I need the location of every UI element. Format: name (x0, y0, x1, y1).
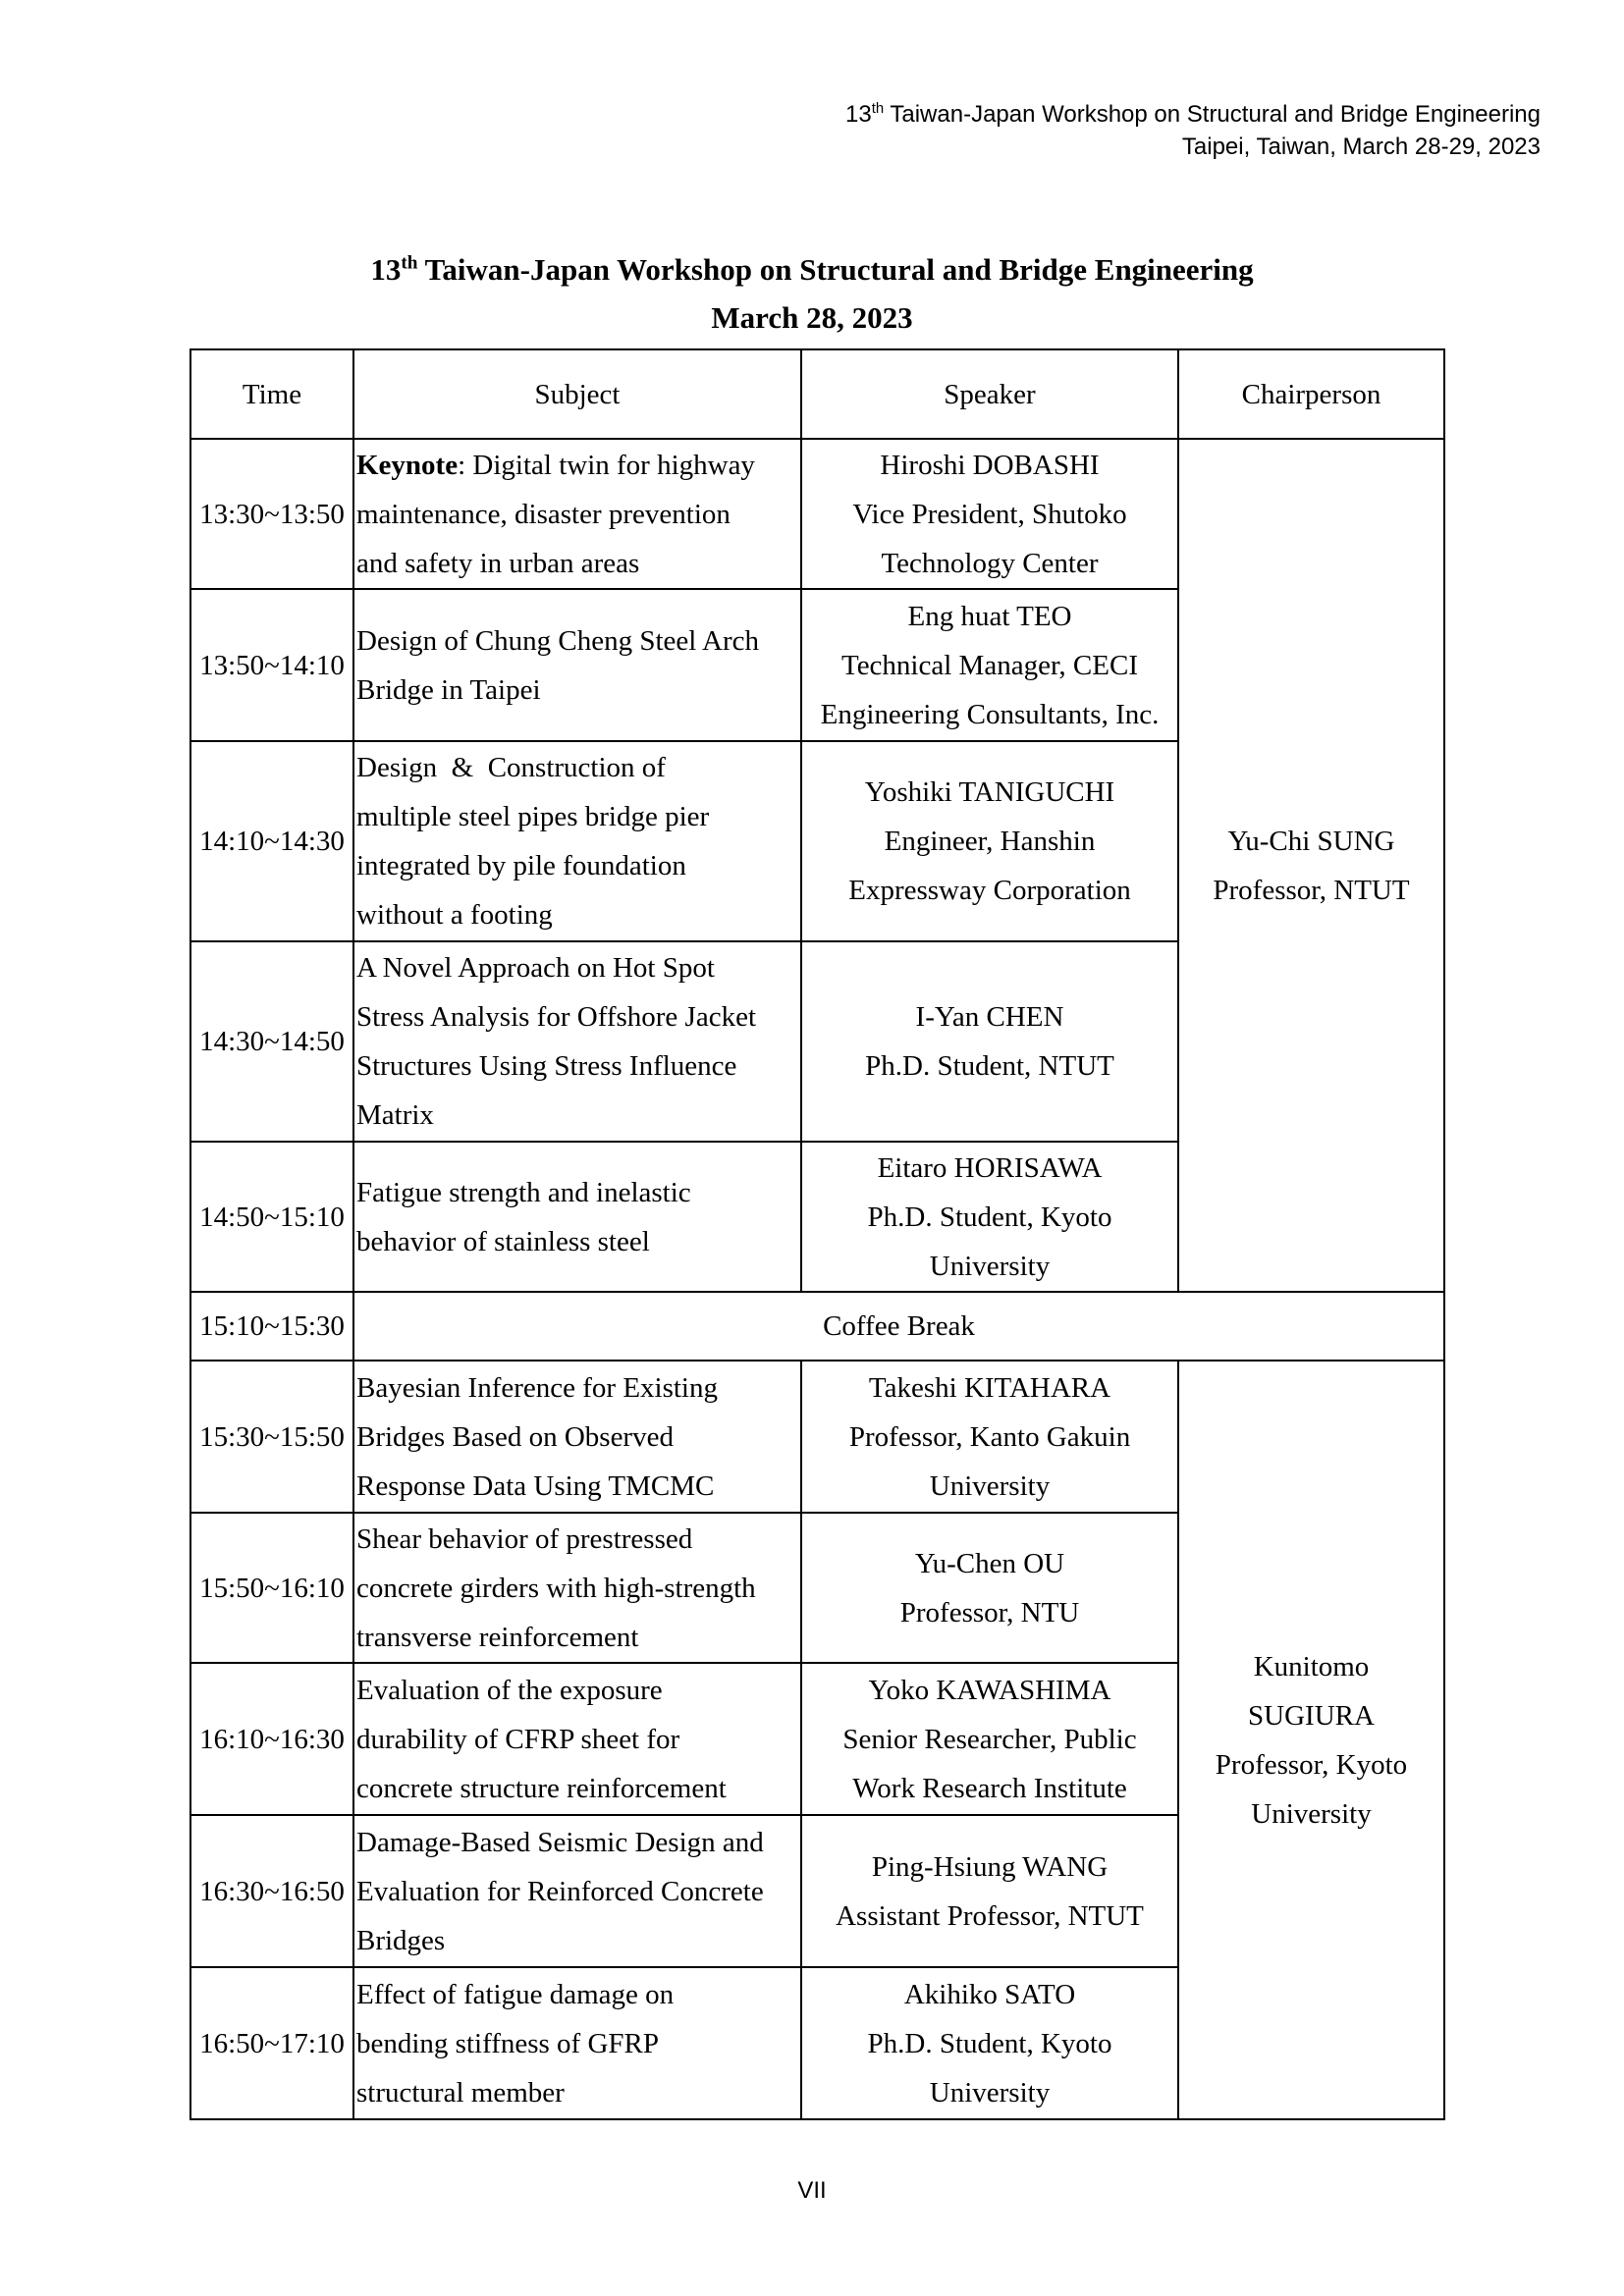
subject-line: without a footing (356, 899, 553, 931)
running-header (845, 98, 1541, 163)
time-cell: 16:50~17:10 (190, 1967, 353, 2119)
subject-line: Design & Construction of (356, 752, 666, 783)
header-line-2: Taipei, Taiwan, March 28-29, 2023 (1181, 133, 1541, 160)
subject-line: structural member (356, 2076, 565, 2109)
document-title (0, 245, 1624, 342)
header-edition-number: 13 (845, 101, 872, 128)
speaker-cell (801, 1967, 1178, 2119)
subject-line: concrete girders with high-strength (356, 1572, 756, 1604)
speaker-affiliation: Engineer, Hanshin (884, 826, 1096, 857)
subject-cell (353, 1815, 801, 1967)
speaker-cell (801, 1663, 1178, 1815)
speaker-cell (801, 741, 1178, 941)
keynote-label: Keynote (356, 449, 459, 481)
subject-line: durability of CFRP sheet for (356, 1723, 680, 1755)
subject-text: : Digital twin for highway (458, 449, 755, 481)
subject-line: concrete structure reinforcement (356, 1772, 727, 1804)
speaker-name: Akihiko SATO (903, 1978, 1076, 2010)
speaker-name: Eng huat TEO (907, 600, 1072, 632)
subject-line: Matrix (356, 1099, 434, 1131)
subject-line: Response Data Using TMCMC (356, 1469, 715, 1502)
time-cell: 13:30~13:50 (190, 439, 353, 589)
subject-line: Bridges (356, 1924, 446, 1956)
speaker-affiliation: University (929, 1469, 1051, 1502)
speaker-affiliation: Technology Center (881, 547, 1099, 579)
title-edition-number: 13 (370, 252, 402, 287)
time-cell: 13:50~14:10 (190, 589, 353, 741)
speaker-name: Hiroshi DOBASHI (880, 449, 1100, 481)
speaker-affiliation: Ph.D. Student, Kyoto (867, 2027, 1112, 2059)
subject-line: bending stiffness of GFRP (356, 2027, 660, 2059)
speaker-affiliation: Senior Researcher, Public (842, 1723, 1137, 1755)
subject-line (356, 441, 798, 490)
speaker-affiliation: University (929, 2076, 1051, 2109)
subject-line: integrated by pile foundation (356, 850, 686, 881)
header-chairperson: Chairperson (1178, 349, 1444, 439)
subject-cell (353, 1513, 801, 1663)
header-time: Time (190, 349, 353, 439)
speaker-cell (801, 1361, 1178, 1513)
subject-line: Effect of fatigue damage on (356, 1978, 675, 2010)
speaker-affiliation: Expressway Corporation (848, 875, 1131, 906)
speaker-affiliation: Ph.D. Student, Kyoto (867, 1201, 1112, 1233)
chairperson-affiliation: Professor, Kyoto (1215, 1748, 1408, 1781)
page-number: VII (797, 2177, 827, 2204)
speaker-affiliation: Assistant Professor, NTUT (836, 1899, 1144, 1932)
table-row (190, 439, 1444, 589)
title-date: March 28, 2023 (711, 300, 913, 335)
title-line (0, 245, 1624, 294)
speaker-affiliation: Ph.D. Student, NTUT (865, 1050, 1114, 1082)
chairperson-name: Kunitomo (1253, 1650, 1370, 1682)
subject-line: multiple steel pipes bridge pier (356, 801, 710, 832)
break-row (190, 1292, 1444, 1361)
subject-line: behavior of stainless steel (356, 1225, 650, 1257)
title-workshop-name: Taiwan-Japan Workshop on Structural and Bridge Engineering (417, 252, 1254, 287)
subject-line: Structures Using Stress Influence (356, 1050, 737, 1082)
subject-cell (353, 1663, 801, 1815)
subject-line: Bridges Based on Observed (356, 1420, 674, 1453)
speaker-name: Yoshiki TANIGUCHI (864, 776, 1115, 808)
subject-line: Bridge in Taipei (356, 673, 541, 706)
header-subject: Subject (353, 349, 801, 439)
speaker-name: Ping-Hsiung WANG (871, 1850, 1109, 1883)
table-header-row (190, 349, 1444, 439)
header-line-1 (845, 98, 1541, 131)
speaker-affiliation: Engineering Consultants, Inc. (820, 698, 1160, 730)
subject-line: and safety in urban areas (356, 547, 640, 579)
speaker-affiliation: Professor, NTU (899, 1596, 1080, 1629)
subject-line: Fatigue strength and inelastic (356, 1176, 691, 1208)
subject-line: Shear behavior of prestressed (356, 1522, 693, 1555)
speaker-cell (801, 1142, 1178, 1292)
title-edition-suffix: th (401, 252, 418, 274)
speaker-cell (801, 1513, 1178, 1663)
speaker-cell (801, 941, 1178, 1142)
chairperson-name: SUGIURA (1248, 1699, 1375, 1732)
speaker-affiliation: Professor, Kanto Gakuin (848, 1420, 1131, 1453)
speaker-affiliation: University (929, 1250, 1051, 1282)
time-cell: 15:30~15:50 (190, 1361, 353, 1513)
chairperson-name: Yu-Chi SUNG (1227, 825, 1395, 857)
speaker-name: Yoko KAWASHIMA (868, 1674, 1111, 1706)
table-row (190, 1361, 1444, 1513)
subject-line: Evaluation for Reinforced Concrete (356, 1875, 764, 1907)
time-cell: 16:10~16:30 (190, 1663, 353, 1815)
speaker-name: Yu-Chen OU (914, 1547, 1065, 1579)
header-workshop-name: Taiwan-Japan Workshop on Structural and Bridge Engineering (884, 101, 1541, 128)
speaker-cell (801, 1815, 1178, 1967)
time-cell: 14:10~14:30 (190, 741, 353, 941)
subject-line: Damage-Based Seismic Design and (356, 1826, 764, 1858)
speaker-affiliation: Vice President, Shutoko (852, 498, 1127, 530)
subject-cell (353, 1361, 801, 1513)
subject-line: Evaluation of the exposure (356, 1674, 663, 1706)
speaker-name: Eitaro HORISAWA (877, 1151, 1103, 1184)
subject-cell (353, 941, 801, 1142)
header-edition-suffix: th (871, 101, 885, 117)
speaker-affiliation: Technical Manager, CECI (841, 649, 1138, 681)
time-cell: 16:30~16:50 (190, 1815, 353, 1967)
subject-line: maintenance, disaster prevention (356, 498, 731, 530)
header-speaker: Speaker (801, 349, 1178, 439)
subject-line: A Novel Approach on Hot Spot (356, 952, 715, 984)
time-cell: 14:50~15:10 (190, 1142, 353, 1292)
subject-cell (353, 589, 801, 741)
speaker-cell (801, 589, 1178, 741)
subject-cell (353, 439, 801, 589)
time-cell: 14:30~14:50 (190, 941, 353, 1142)
speaker-name: I-Yan CHEN (915, 1001, 1064, 1033)
chairperson-cell (1178, 439, 1444, 1292)
subject-line: Design of Chung Cheng Steel Arch (356, 624, 759, 657)
chairperson-affiliation: University (1251, 1797, 1372, 1830)
subject-line: transverse reinforcement (356, 1621, 639, 1653)
schedule-table (189, 348, 1445, 2120)
subject-line: Bayesian Inference for Existing (356, 1371, 718, 1404)
speaker-name: Takeshi KITAHARA (868, 1371, 1111, 1404)
subject-cell (353, 1967, 801, 2119)
speaker-affiliation: Work Research Institute (852, 1772, 1127, 1804)
time-cell: 15:50~16:10 (190, 1513, 353, 1663)
break-label-cell: Coffee Break (353, 1292, 1444, 1361)
break-time-cell: 15:10~15:30 (190, 1292, 353, 1361)
chairperson-cell (1178, 1361, 1444, 2119)
subject-line: Stress Analysis for Offshore Jacket (356, 1001, 757, 1033)
speaker-cell (801, 439, 1178, 589)
subject-cell (353, 1142, 801, 1292)
subject-cell (353, 741, 801, 941)
chairperson-affiliation: Professor, NTUT (1213, 874, 1410, 906)
